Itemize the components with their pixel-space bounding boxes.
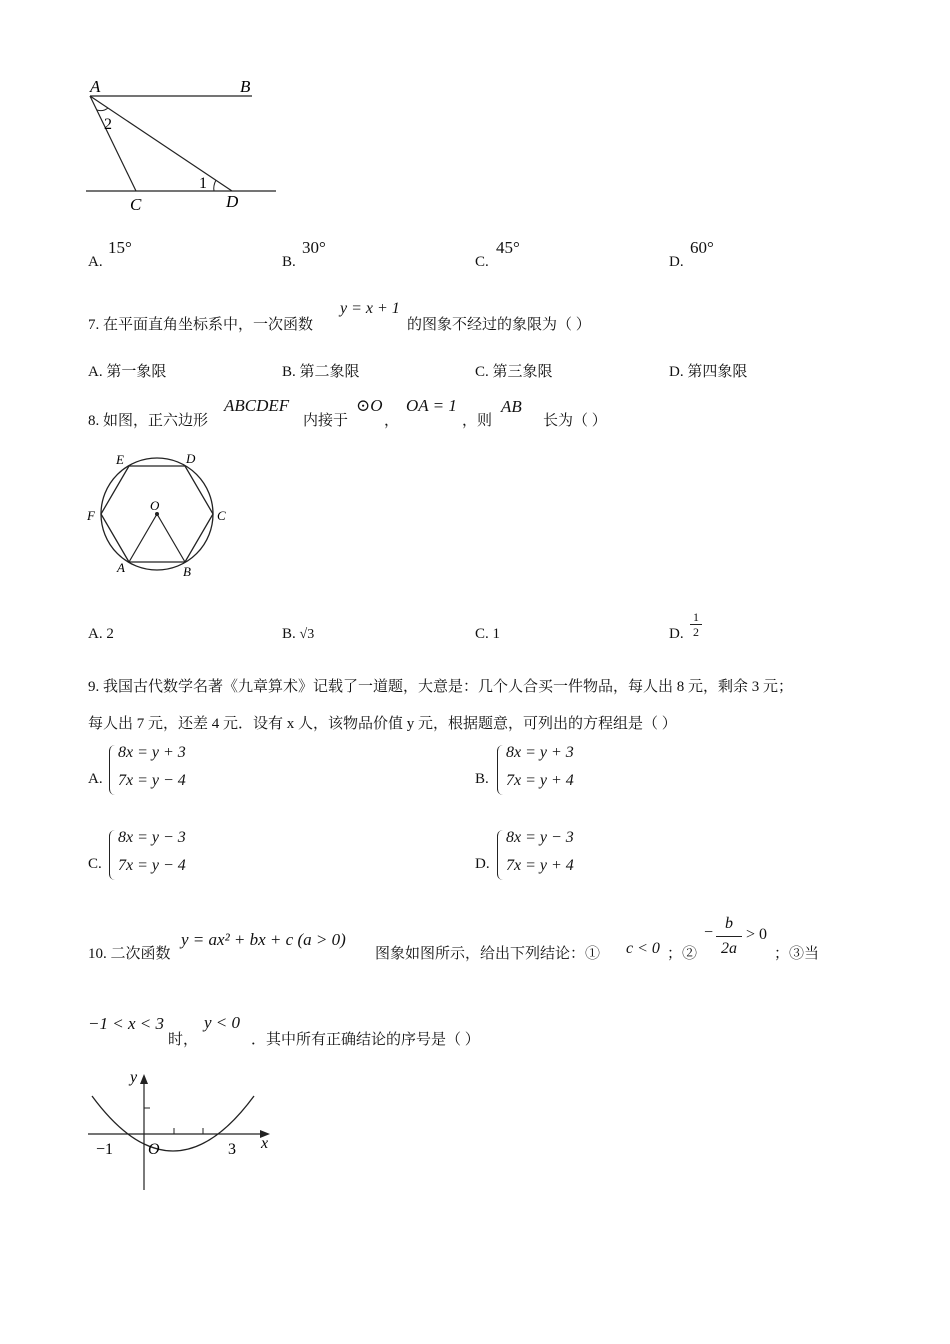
q8-stem-d: 长为（ ） — [543, 413, 607, 429]
q7-stem-suffix: 的图象不经过的象限为（ ） — [407, 317, 591, 333]
option-letter: A. — [88, 254, 103, 270]
q6-figure — [80, 76, 290, 216]
q8-oa: OA = 1 — [406, 396, 457, 415]
option-letter: B. — [282, 254, 296, 270]
option-letter: C. — [475, 254, 489, 270]
option-letter: D. — [475, 856, 490, 872]
q8-hexagon-name: ABCDEF — [224, 396, 290, 415]
q9-line-1: 9. 我国古代数学名著《九章算术》记载了一道题，大意是：几个人合买一件物品，每人出 8 元，剩余 3 元； — [88, 679, 794, 695]
option-letter: C. — [475, 364, 489, 380]
q8-option-a[interactable] — [88, 626, 114, 643]
q10-range: −1 < x < 3 — [88, 1014, 164, 1033]
option-letter: B. — [282, 364, 296, 380]
q8-stem-a: 8. 如图，正六边形 — [88, 413, 209, 429]
q7-option-a[interactable] — [88, 360, 166, 381]
option-letter: C. — [475, 626, 489, 642]
graph-label-minus-one: −1 — [96, 1141, 114, 1158]
q9-option-a[interactable] — [88, 771, 103, 788]
q8-circle: ⊙O — [356, 396, 383, 415]
option-value: 第一象限 — [106, 364, 167, 380]
option-letter: C. — [88, 856, 102, 872]
q6-option-d[interactable] — [669, 254, 684, 271]
q6-option-a-value: 15° — [108, 238, 132, 257]
q10-parabola-graph — [84, 1066, 284, 1196]
q6-label-B: B — [240, 77, 251, 96]
q9-option-c-eq2: 7x = y − 4 — [118, 857, 186, 874]
fraction-numerator: 1 — [693, 610, 699, 624]
q10-y-lt-0: y < 0 — [204, 1013, 241, 1032]
q8-option-c[interactable] — [475, 626, 500, 643]
fraction-denominator: 2a — [716, 936, 742, 961]
q9-option-a-eq2: 7x = y − 4 — [118, 772, 186, 789]
q6-option-a[interactable] — [88, 254, 103, 271]
q9-option-a-eq1: 8x = y + 3 — [118, 744, 186, 761]
q8-ab: AB — [501, 397, 522, 416]
q7-stem-prefix: 7. 在平面直角坐标系中，一次函数 — [88, 317, 314, 333]
option-letter: D. — [669, 254, 684, 270]
q6-angle-1: 1 — [199, 175, 207, 192]
option-value: 1 — [492, 626, 501, 642]
q6-label-C: C — [130, 195, 142, 214]
q10-sep-1: ；② — [667, 946, 698, 962]
q9-option-d[interactable] — [475, 856, 490, 873]
q8-option-b[interactable] — [282, 626, 314, 643]
q6-option-d-value: 60° — [690, 238, 714, 257]
q9-option-d-eq2: 7x = y + 4 — [506, 857, 574, 874]
option-letter: A. — [88, 364, 103, 380]
q9-option-c[interactable] — [88, 856, 102, 873]
q6-angle-2: 2 — [104, 116, 112, 133]
q8-label-F: F — [87, 508, 95, 523]
option-value: √3 — [299, 627, 315, 642]
q9-option-d-eq1: 8x = y − 3 — [506, 829, 574, 846]
q7-formula: y = x + 1 — [340, 300, 400, 317]
q7-option-c[interactable] — [475, 360, 553, 381]
q10-sep-2: ；③当 — [774, 946, 820, 962]
q8-label-O: O — [150, 498, 160, 513]
q6-option-c[interactable] — [475, 254, 489, 271]
q8-option-d-fraction — [690, 610, 702, 639]
q10-stem-c: ．其中所有正确结论的序号是（ ） — [251, 1032, 480, 1048]
q9-line-2: 每人出 7 元，还差 4 元．设有 x 人，该物品价值 y 元，根据题意，可列出的方程组是（ ） — [88, 716, 677, 732]
option-letter: D. — [669, 364, 684, 380]
q8-comma: ， — [384, 413, 400, 429]
q8-stem-b: 内接于 — [303, 413, 349, 429]
q9-option-b-eq1: 8x = y + 3 — [506, 744, 574, 761]
q6-option-b-value: 30° — [302, 238, 326, 257]
q10-formula: y = ax² + bx + c (a > 0) — [181, 930, 346, 949]
q8-stem-c: ，则 — [462, 413, 493, 429]
q7-option-b[interactable] — [282, 360, 360, 381]
q7-option-d[interactable] — [669, 360, 747, 381]
fraction-denominator: 2 — [690, 624, 702, 639]
graph-label-y: y — [130, 1069, 138, 1086]
graph-label-x: x — [261, 1135, 269, 1152]
q8-label-C: C — [217, 508, 226, 523]
option-letter: A. — [88, 771, 103, 787]
q6-label-D: D — [226, 192, 239, 211]
graph-label-origin: O — [148, 1141, 160, 1158]
option-value: 2 — [106, 626, 114, 642]
q8-label-A: A — [117, 560, 125, 575]
q10-gt0: > 0 — [746, 926, 768, 943]
q6-option-c-value: 45° — [496, 238, 520, 257]
q9-option-b-eq2: 7x = y + 4 — [506, 772, 574, 789]
option-letter: D. — [669, 626, 684, 642]
q9-option-c-eq1: 8x = y − 3 — [118, 829, 186, 846]
q10-stem-b: 图象如图所示，给出下列结论：① — [375, 946, 601, 962]
q8-label-D: D — [186, 451, 196, 466]
q8-option-d[interactable] — [669, 626, 684, 643]
q9-option-b[interactable] — [475, 771, 489, 788]
option-letter: A. — [88, 626, 103, 642]
q6-label-A: A — [90, 77, 101, 96]
q8-figure — [82, 448, 242, 583]
q6-option-b[interactable] — [282, 254, 296, 271]
option-value: 第三象限 — [492, 364, 553, 380]
fraction-numerator: b — [725, 915, 733, 932]
option-letter: B. — [475, 771, 489, 787]
option-letter: B. — [282, 626, 296, 642]
q10-fraction — [716, 912, 742, 961]
q10-neg: − — [704, 924, 714, 941]
q8-label-E: E — [116, 452, 124, 467]
q10-when: 时， — [168, 1032, 199, 1048]
q10-conclusion-1: c < 0 — [626, 940, 660, 957]
option-value: 第二象限 — [299, 364, 360, 380]
q8-label-B: B — [183, 564, 191, 579]
q10-stem-a: 10. 二次函数 — [88, 946, 171, 962]
option-value: 第四象限 — [687, 364, 748, 380]
graph-label-three: 3 — [228, 1141, 236, 1158]
